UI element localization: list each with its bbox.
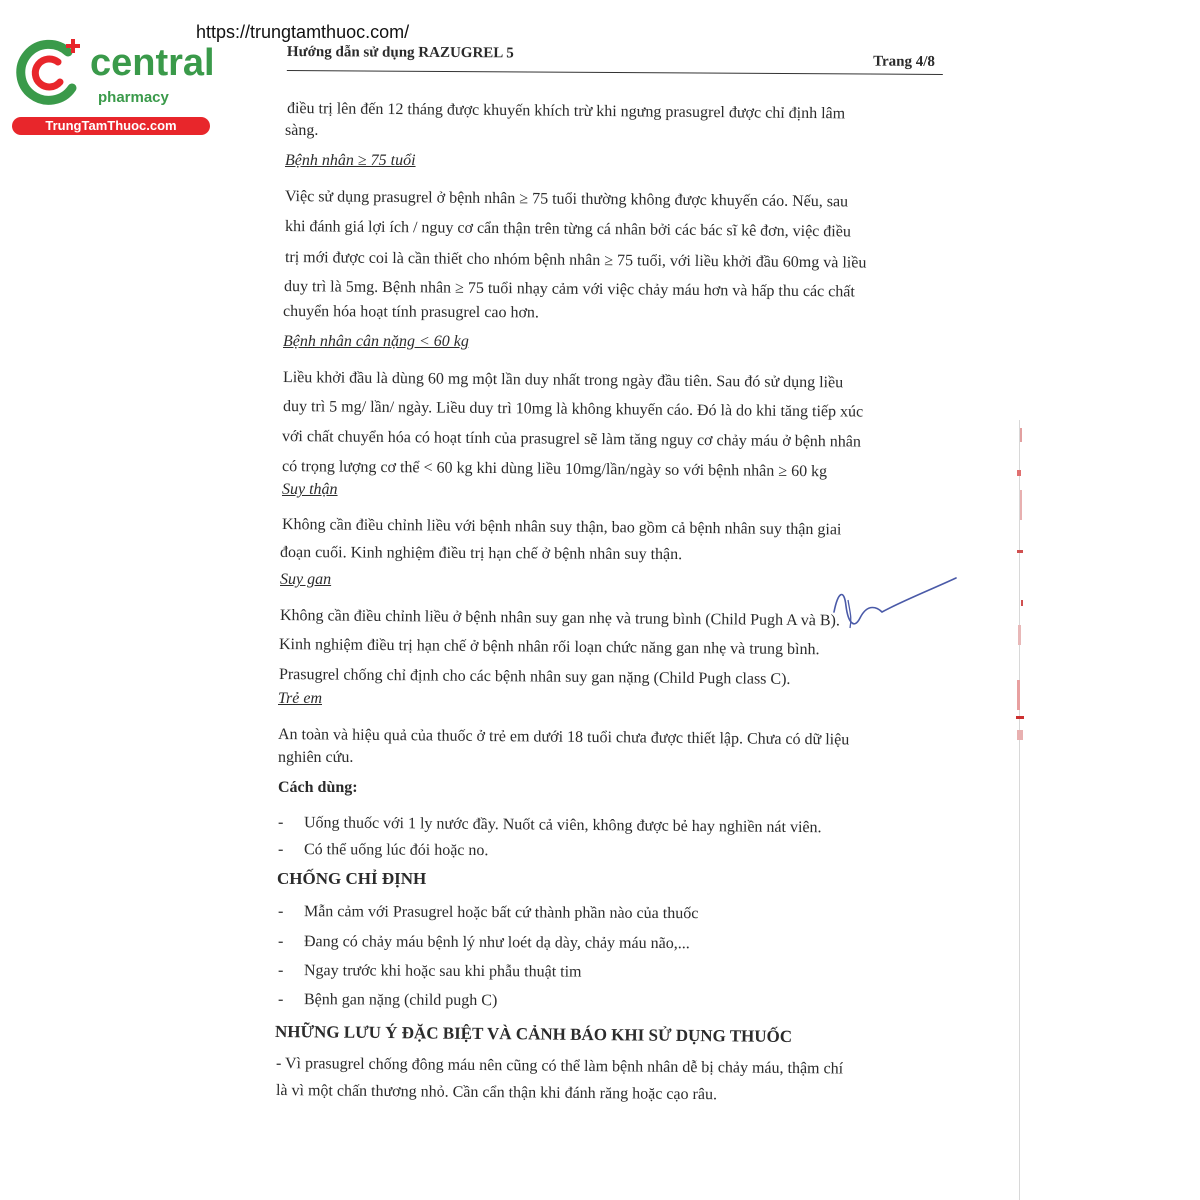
paragraph-line	[280, 543, 682, 565]
paragraph-line	[279, 665, 791, 690]
section-heading-text: NHỮNG LƯU Ý ĐẶC BIỆT VÀ CẢNH BÁO KHI SỬ DỤNG THUỐC	[274, 1022, 793, 1046]
list-item-text: Có thể uống lúc đói hoặc no.	[303, 841, 489, 860]
logo-banner[interactable]: TrungTamThuoc.com	[12, 117, 210, 135]
document-title: Hướng dẫn sử dụng RAZUGREL 5	[286, 44, 514, 62]
paragraph-line-text: Kinh nghiệm điều trị hạn chế ở bệnh nhân rối loạn chức năng gan nhẹ và trung bình.	[278, 636, 820, 659]
watermark-url[interactable]: https://trungtamthuoc.com/	[196, 22, 410, 42]
subheading	[278, 778, 358, 798]
paragraph-line-text: điều trị lên đến 12 tháng được khuyến khích trừ khi ngưng prasugrel được chỉ định lâm	[286, 100, 846, 123]
section-heading	[277, 869, 426, 889]
section-title-text: Suy gan	[280, 571, 332, 588]
section-title-text: Suy thận	[282, 481, 338, 498]
paragraph-line-text: An toàn và hiệu quả của thuốc ở trẻ em dưới 18 tuổi chưa được thiết lập. Chưa có dữ liệu	[277, 726, 850, 749]
bullet-dash: -	[277, 814, 284, 832]
paragraph-line	[285, 121, 318, 141]
paragraph-line	[279, 635, 820, 660]
bullet-dash: -	[277, 933, 284, 951]
paragraph-line-text: Không cần điều chỉnh liều với bệnh nhân suy thận, bao gồm cả bệnh nhân suy thận giai	[281, 516, 842, 539]
logo-subtitle: pharmacy	[98, 89, 169, 106]
section-heading-text: CHỐNG CHỈ ĐỊNH	[277, 869, 427, 888]
list-item-text: Mẫn cảm với Prasugrel hoặc bất cứ thành phần nào của thuốc	[303, 903, 699, 923]
paragraph-line-text: - Vì prasugrel chống đông máu nên cũng có thể làm bệnh nhân dễ bị chảy máu, thậm chí	[275, 1055, 844, 1078]
paragraph-line-text: với chất chuyển hóa có hoạt tính của prasugrel sẽ làm tăng nguy cơ chảy máu ở bệnh nhân	[281, 428, 862, 451]
section-title	[282, 480, 338, 500]
paragraph-line	[283, 302, 539, 323]
bullet-dash: -	[277, 841, 284, 859]
paragraph-line	[282, 427, 861, 453]
paragraph-line	[284, 277, 855, 302]
paragraph-line	[280, 606, 840, 631]
list-item	[278, 813, 822, 838]
paragraph-line-text: chuyển hóa hoạt tính prasugrel cao hơn.	[282, 303, 539, 322]
subheading-text: Cách dùng:	[278, 779, 358, 796]
section-title-text: Trẻ em	[278, 690, 322, 707]
list-item	[278, 990, 497, 1011]
paragraph-line-text: đoạn cuối. Kinh nghiệm điều trị hạn chế ở bệnh nhân suy thận.	[279, 544, 683, 564]
stamp-edge-icon	[1012, 420, 1028, 750]
paragraph-line-text: khi đánh giá lợi ích / nguy cơ cẩn thận trên từng cá nhân bởi các bác sĩ kê đơn, việc điều	[284, 218, 851, 241]
paragraph-line-text: là vì một chấn thương nhỏ. Cần cẩn thận khi đánh răng hoặc cạo râu.	[275, 1082, 718, 1104]
list-item	[278, 961, 582, 983]
paragraph-line-text: Prasugrel chống chỉ định cho các bệnh nhân suy gan nặng (Child Pugh class C).	[278, 666, 791, 688]
paragraph-line	[282, 457, 827, 482]
paragraph-line	[283, 368, 843, 393]
bullet-dash: -	[277, 962, 284, 980]
bullet-dash: -	[277, 903, 284, 921]
page-number: Trang 4/8	[873, 53, 935, 70]
paragraph-line-text: Không cần điều chỉnh liều ở bệnh nhân suy gan nhẹ và trung bình (Child Pugh A và B).	[279, 607, 840, 630]
section-title	[285, 151, 416, 171]
list-item	[278, 932, 690, 954]
paragraph-line	[282, 515, 842, 540]
list-item-text: Đang có chảy máu bệnh lý như loét dạ dày, chảy máu não,...	[303, 933, 690, 953]
paragraph-line-text: trị mới được coi là cần thiết cho nhóm bệnh nhân ≥ 75 tuổi, với liều khởi đầu 60mg và liều	[284, 249, 867, 272]
paragraph-line	[276, 1054, 843, 1079]
paragraph-line	[287, 99, 845, 124]
section-title	[283, 332, 469, 352]
paragraph-line-text: duy trì là 5mg. Bệnh nhân ≥ 75 tuổi nhạy cảm với việc chảy máu hơn và hấp thu các chất	[283, 278, 855, 301]
signature-icon	[820, 572, 960, 642]
paragraph-line-text: nghiên cứu.	[278, 749, 354, 766]
section-title-text: Bệnh nhân ≥ 75 tuổi	[285, 152, 416, 169]
bullet-dash: -	[277, 991, 284, 1009]
paragraph-line	[285, 248, 867, 274]
list-item	[278, 902, 698, 924]
list-item-text: Bệnh gan nặng (child pugh C)	[303, 991, 498, 1010]
paragraph-line-text: duy trì 5 mg/ lần/ ngày. Liều duy trì 10mg là không khuyến cáo. Đó là do khi tăng tiếp xúc	[282, 398, 864, 421]
list-item-text: Uống thuốc với 1 ly nước đầy. Nuốt cả viên, không được bẻ hay nghiền nát viên.	[303, 814, 822, 837]
section-title	[280, 570, 331, 590]
paragraph-line	[285, 217, 851, 242]
paragraph-line-text: Việc sử dụng prasugrel ở bệnh nhân ≥ 75 tuổi thường không được khuyến cáo. Nếu, sau	[284, 188, 849, 211]
section-title-text: Bệnh nhân cân nặng < 60 kg	[283, 333, 469, 350]
logo-name: central	[90, 42, 215, 84]
paragraph-line	[278, 725, 849, 750]
list-item	[278, 840, 489, 861]
section-heading	[275, 1022, 792, 1047]
section-title	[278, 689, 322, 709]
paragraph-line	[278, 748, 353, 768]
list-item-text: Ngay trước khi hoặc sau khi phẫu thuật tim	[303, 962, 582, 981]
paragraph-line-text: Liều khởi đầu là dùng 60 mg một lần duy nhất trong ngày đầu tiên. Sau đó sử dụng liều	[282, 369, 844, 392]
paragraph-line	[285, 187, 848, 212]
paragraph-line-text: có trọng lượng cơ thể < 60 kg khi dùng liều 10mg/lần/ngày so với bệnh nhân ≥ 60 kg	[281, 458, 828, 481]
paragraph-line	[276, 1081, 717, 1105]
paragraph-line	[283, 397, 863, 423]
paragraph-line-text: sàng.	[285, 122, 319, 139]
